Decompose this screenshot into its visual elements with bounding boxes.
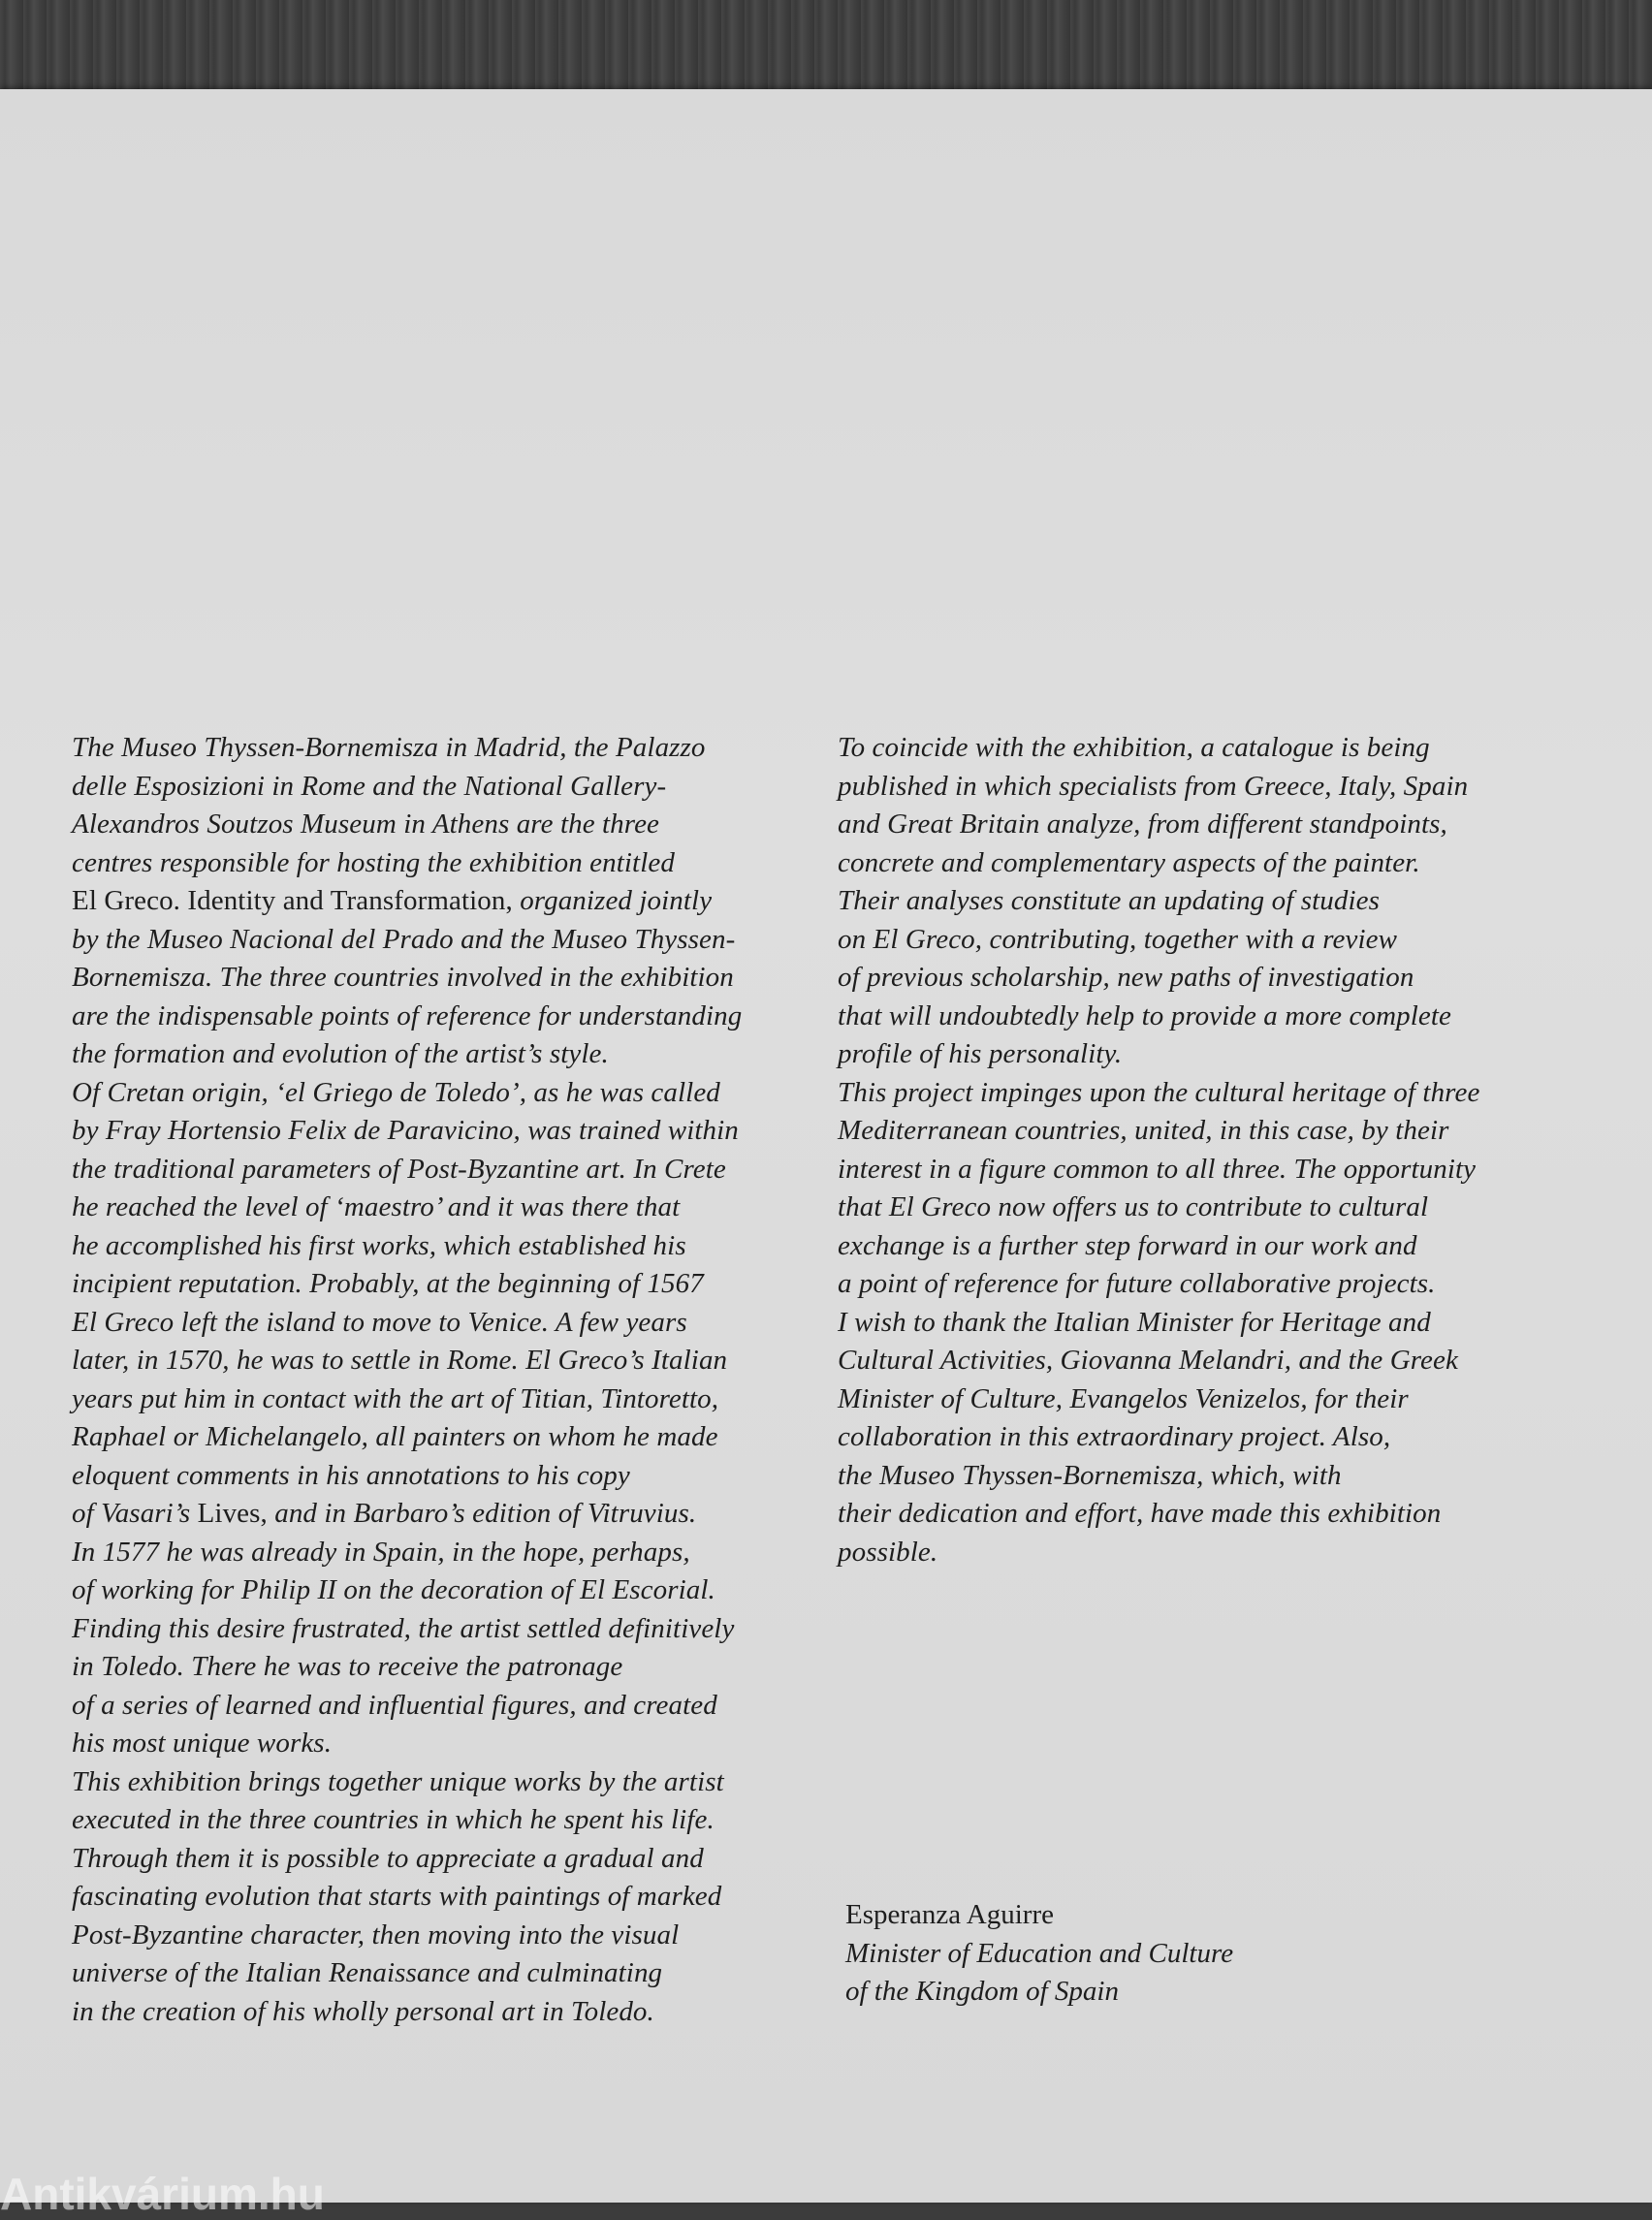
text-line: his most unique works. — [72, 1728, 333, 1759]
text-line: Minister of Culture, Evangelos Venizelos, for their — [838, 1382, 1409, 1414]
text-line: The Museo Thyssen-Bornemisza in Madrid, the Palazzo — [72, 732, 706, 763]
text-fragment: of Vasari’s — [72, 1498, 198, 1529]
text-line: in the creation of his wholly personal art in Toledo. — [72, 1995, 654, 2027]
signatory-title-continued: of the Kingdom of Spain — [845, 1976, 1119, 2007]
text-line — [72, 882, 809, 921]
text-line: Cultural Activities, Giovanna Melandri, and the Greek — [838, 1345, 1458, 1376]
text-line: interest in a figure common to all three. The opportunity — [838, 1153, 1477, 1185]
text-line: on El Greco, contributing, together with a review — [838, 923, 1398, 955]
text-line: Bornemisza. The three countries involved in the exhibition — [72, 962, 734, 993]
text-line: and Great Britain analyze, from different standpoints, — [838, 809, 1447, 840]
text-line: the traditional parameters of Post-Byzantine art. In Crete — [72, 1153, 726, 1185]
watermark: Antikvárium.hu — [0, 2169, 325, 2219]
text-line — [72, 1495, 809, 1534]
text-line: by Fray Hortensio Felix de Paravicino, was trained within — [72, 1115, 739, 1146]
text-line: executed in the three countries in which he spent his life. — [72, 1804, 715, 1835]
text-line: of working for Philip II on the decoration of El Escorial. — [72, 1574, 715, 1605]
text-line: years put him in contact with the art of Titian, Tintoretto, — [72, 1382, 719, 1414]
text-line: Alexandros Soutzos Museum in Athens are the three — [72, 809, 660, 840]
text-line: profile of his personality. — [838, 1038, 1123, 1069]
text-fragment: organized jointly — [512, 885, 713, 916]
text-line: of previous scholarship, new paths of investigation — [838, 962, 1414, 993]
text-line: are the indispensable points of reference for understanding — [72, 999, 743, 1031]
signature-block — [845, 1896, 1524, 2012]
text-line: delle Esposizioni in Rome and the National Gallery- — [72, 770, 667, 802]
text-line: in Toledo. There he was to receive the patronage — [72, 1651, 623, 1682]
book-title-lives: Lives, — [197, 1498, 268, 1529]
text-line: collaboration in this extraordinary project. Also, — [838, 1421, 1391, 1452]
text-line: Post-Byzantine character, then moving into the visual — [72, 1919, 680, 1950]
text-line: This exhibition brings together unique works by the artist — [72, 1765, 724, 1797]
text-line: that will undoubtedly help to provide a more complete — [838, 999, 1451, 1031]
text-line: Finding this desire frustrated, the artist settled definitively — [72, 1612, 735, 1644]
text-line: exchange is a further step forward in our work and — [838, 1229, 1417, 1261]
text-line: El Greco left the island to move to Venice. A few years — [72, 1306, 687, 1338]
signatory-title: Minister of Education and Culture — [845, 1937, 1234, 1969]
text-line: To coincide with the exhibition, a catalogue is being — [838, 732, 1430, 763]
signatory-name: Esperanza Aguirre — [845, 1899, 1054, 1930]
text-line: he reached the level of ‘maestro’ and it was there that — [72, 1191, 681, 1222]
text-line: fascinating evolution that starts with paintings of marked — [72, 1881, 722, 1912]
text-line: by the Museo Nacional del Prado and the Museo Thyssen- — [72, 923, 736, 955]
text-line: of a series of learned and influential figures, and created — [72, 1689, 717, 1721]
text-line: possible. — [838, 1536, 938, 1568]
text-line: concrete and complementary aspects of the painter. — [838, 846, 1420, 878]
text-line: Mediterranean countries, united, in this case, by their — [838, 1115, 1449, 1146]
text-line: Through them it is possible to appreciate a gradual and — [72, 1842, 704, 1874]
text-line: Of Cretan origin, ‘el Griego de Toledo’, as he was called — [72, 1076, 720, 1108]
text-line: universe of the Italian Renaissance and culminating — [72, 1957, 663, 1988]
text-line: I wish to thank the Italian Minister for Heritage and — [838, 1306, 1431, 1338]
text-line: In 1577 he was already in Spain, in the hope, perhaps, — [72, 1536, 690, 1568]
left-text-column — [72, 729, 809, 2031]
text-line: he accomplished his first works, which established his — [72, 1229, 686, 1261]
exhibition-title: El Greco. Identity and Transformation, — [72, 885, 513, 916]
text-line: This project impinges upon the cultural heritage of three — [838, 1076, 1480, 1108]
text-line: eloquent comments in his annotations to his copy — [72, 1459, 630, 1491]
text-line: published in which specialists from Greece, Italy, Spain — [838, 770, 1469, 802]
text-fragment: and in Barbaro’s edition of Vitruvius. — [267, 1498, 697, 1529]
text-line: Raphael or Michelangelo, all painters on whom he made — [72, 1421, 718, 1452]
text-line: a point of reference for future collaborative projects. — [838, 1268, 1436, 1299]
text-line: incipient reputation. Probably, at the beginning of 1567 — [72, 1268, 704, 1299]
text-line: that El Greco now offers us to contribute to cultural — [838, 1191, 1429, 1222]
text-line: centres responsible for hosting the exhibition entitled — [72, 846, 675, 878]
text-line: their dedication and effort, have made this exhibition — [838, 1498, 1442, 1529]
text-line: later, in 1570, he was to settle in Rome. El Greco’s Italian — [72, 1345, 728, 1376]
text-line: the Museo Thyssen-Bornemisza, which, with — [838, 1459, 1342, 1491]
right-text-column — [838, 729, 1613, 1571]
text-line: Their analyses constitute an updating of studies — [838, 885, 1380, 916]
text-line: the formation and evolution of the artist’s style. — [72, 1038, 609, 1069]
